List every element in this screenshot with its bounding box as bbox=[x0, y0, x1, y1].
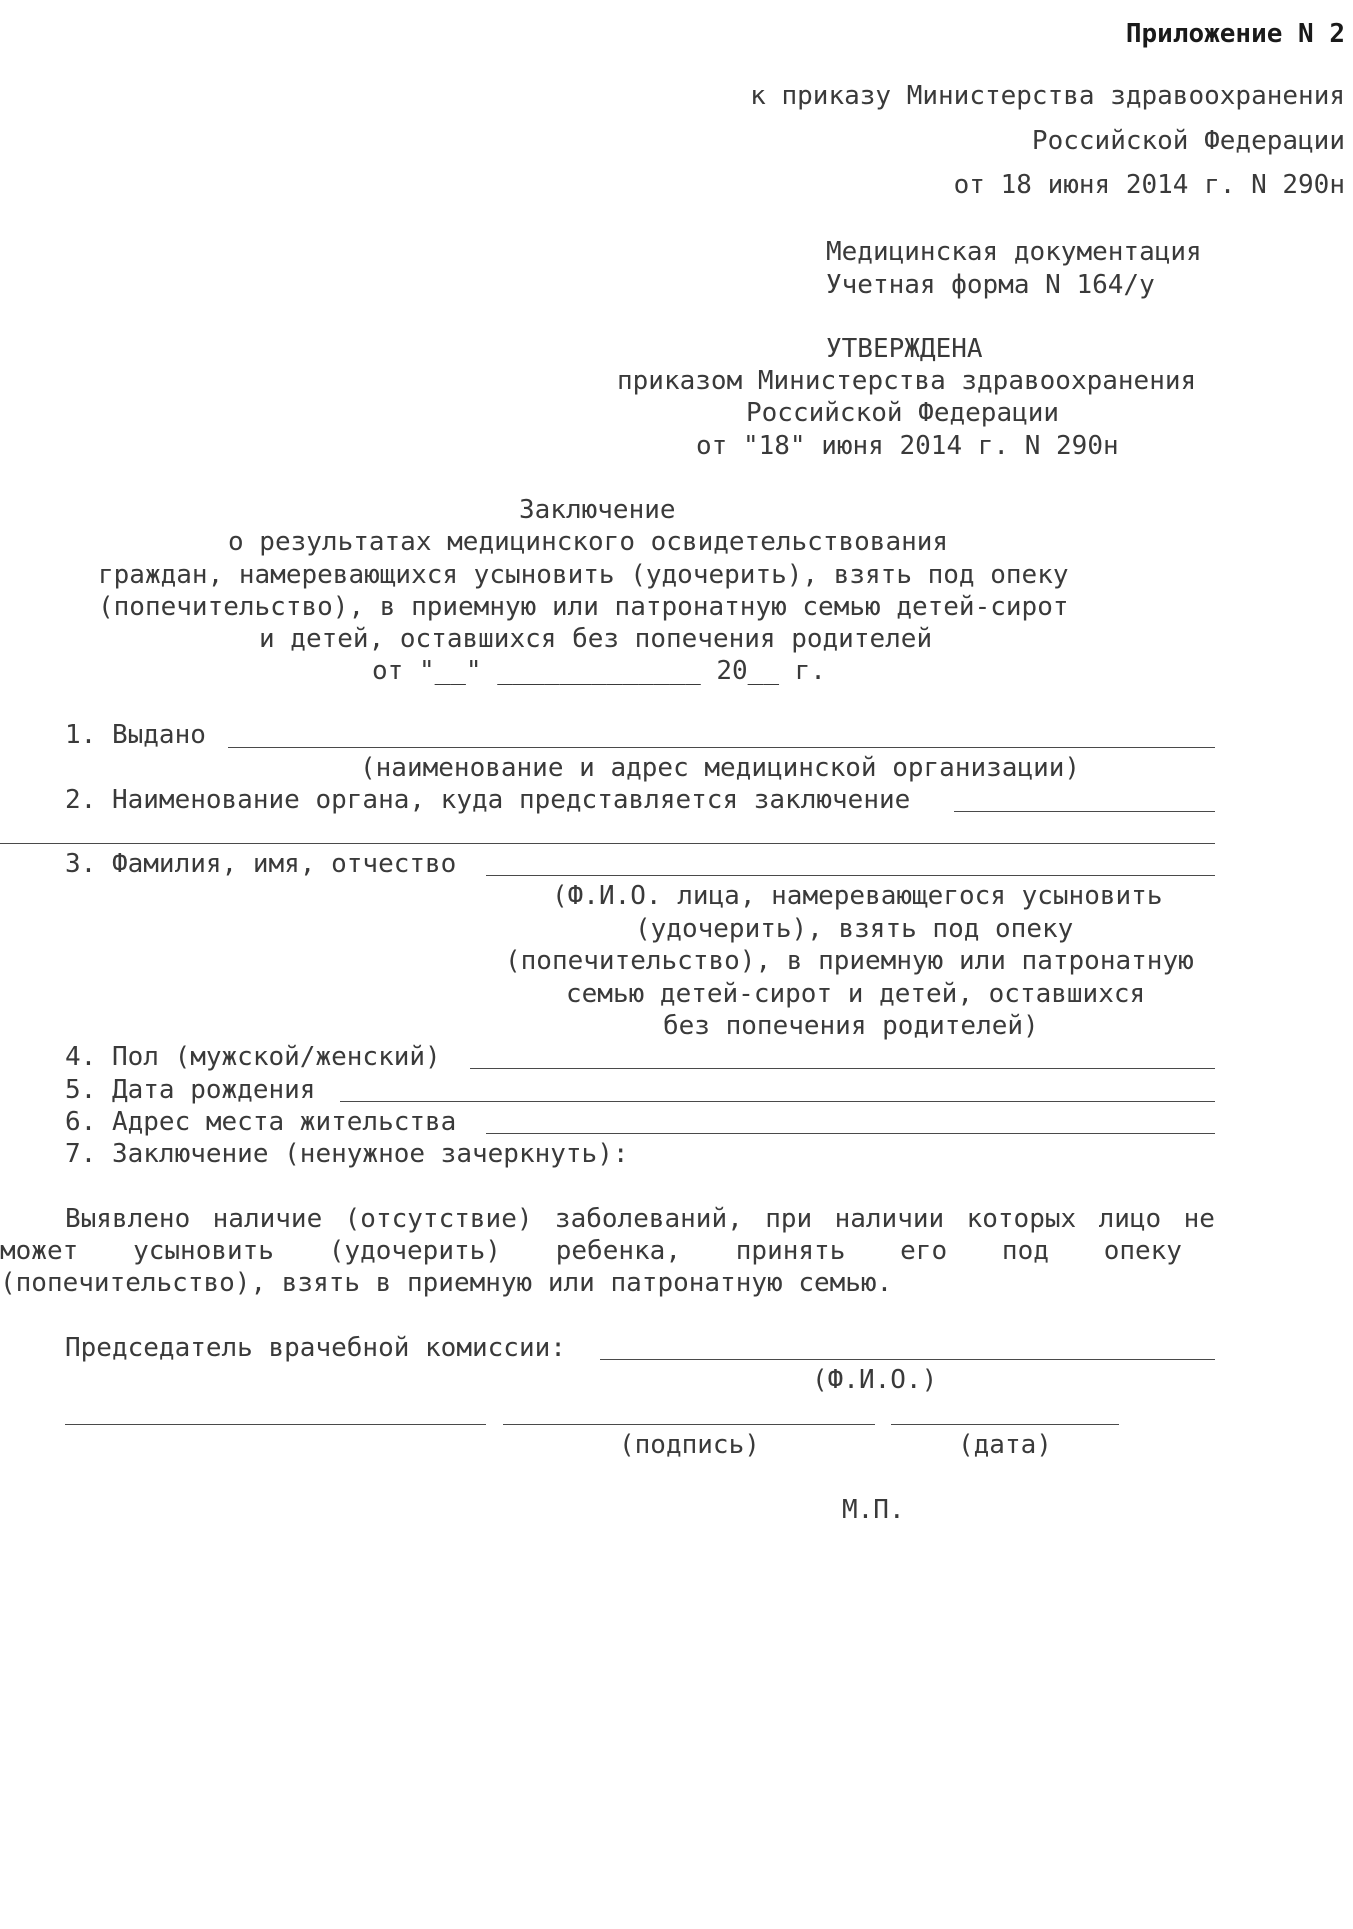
issued-hint: (наименование и адрес медицинской организации) bbox=[360, 753, 1081, 783]
conclusion-word: (отсутствие) bbox=[344, 1204, 533, 1234]
conclusion-line-2 bbox=[0, 1238, 1182, 1264]
approval-date: от "18" июня 2014 г. N 290н bbox=[696, 431, 1119, 461]
form-number: Учетная форма N 164/у bbox=[826, 270, 1155, 300]
chairman-name-line[interactable] bbox=[65, 1424, 486, 1425]
conclusion-word: не bbox=[1183, 1204, 1215, 1234]
signature-line[interactable] bbox=[503, 1424, 875, 1425]
conclusion-line-1 bbox=[65, 1206, 1215, 1232]
fio-hint-4: семью детей-сирот и детей, оставшихся bbox=[566, 979, 1146, 1009]
conclusion-line-3: (попечительство), взять в приемную или патронатную семью. bbox=[0, 1268, 893, 1298]
authority-label: 2. Наименование органа, куда представляется заключение bbox=[65, 785, 911, 815]
title-line-5: и детей, оставшихся без попечения родителей bbox=[259, 624, 933, 654]
conclusion-word: его bbox=[900, 1236, 948, 1266]
fio-label: 3. Фамилия, имя, отчество bbox=[65, 849, 457, 879]
title-date-line: от "__" _____________ 20__ г. bbox=[372, 656, 826, 686]
document-title: Заключение bbox=[519, 495, 676, 525]
chairman-label: Председатель врачебной комиссии: bbox=[65, 1333, 566, 1363]
address-label: 6. Адрес места жительства bbox=[65, 1107, 457, 1137]
conclusion-word: наличии bbox=[834, 1204, 945, 1234]
sex-line[interactable] bbox=[470, 1068, 1215, 1069]
order-reference: к приказу Министерства здравоохранения bbox=[750, 81, 1345, 111]
authority-line-continued[interactable] bbox=[0, 843, 1215, 844]
date-hint: (дата) bbox=[958, 1430, 1052, 1460]
order-date: от 18 июня 2014 г. N 290н bbox=[953, 170, 1345, 200]
conclusion-word: которых bbox=[966, 1204, 1077, 1234]
fio-hint-3: (попечительство), в приемную или патронатную bbox=[505, 946, 1194, 976]
title-line-4: (попечительство), в приемную или патронатную семью детей-сирот bbox=[98, 592, 1069, 622]
fio-hint-2: (удочерить), взять под опеку bbox=[635, 914, 1074, 944]
approved-label: УТВЕРЖДЕНА bbox=[826, 334, 983, 364]
birth-label: 5. Дата рождения bbox=[65, 1075, 316, 1105]
title-line-3: граждан, намеревающихся усыновить (удочерить), взять под опеку bbox=[98, 560, 1069, 590]
conclusion-word: ребенка, bbox=[555, 1236, 681, 1266]
date-line[interactable] bbox=[891, 1424, 1119, 1425]
sex-label: 4. Пол (мужской/женский) bbox=[65, 1042, 441, 1072]
stamp-label: М.П. bbox=[842, 1495, 905, 1525]
conclusion-word: принять bbox=[735, 1236, 846, 1266]
address-line[interactable] bbox=[486, 1133, 1215, 1134]
chairman-fio-line[interactable] bbox=[600, 1359, 1215, 1360]
order-federation: Российской Федерации bbox=[1031, 126, 1345, 156]
signature-hint: (подпись) bbox=[619, 1430, 760, 1460]
conclusion-word: под bbox=[1001, 1236, 1049, 1266]
issued-label: 1. Выдано bbox=[65, 720, 206, 750]
authority-line[interactable] bbox=[954, 811, 1215, 812]
conclusion-word: (удочерить) bbox=[328, 1236, 501, 1266]
conclusion-word: усыновить bbox=[133, 1236, 274, 1266]
conclusion-label: 7. Заключение (ненужное зачеркнуть): bbox=[65, 1139, 629, 1169]
conclusion-word: заболеваний, bbox=[554, 1204, 743, 1234]
conclusion-word: лицо bbox=[1098, 1204, 1162, 1234]
conclusion-word: Выявлено bbox=[65, 1204, 191, 1234]
fio-line[interactable] bbox=[486, 875, 1215, 876]
fio-hint-1: (Ф.И.О. лица, намеревающегося усыновить bbox=[552, 881, 1163, 911]
conclusion-word: может bbox=[0, 1236, 79, 1266]
conclusion-word: при bbox=[765, 1204, 813, 1234]
issued-line[interactable] bbox=[228, 747, 1215, 748]
conclusion-word: наличие bbox=[212, 1204, 323, 1234]
fio-hint-5: без попечения родителей) bbox=[663, 1011, 1039, 1041]
chairman-fio-hint: (Ф.И.О.) bbox=[812, 1365, 938, 1395]
approval-federation: Российской Федерации bbox=[746, 398, 1060, 428]
documentation-label: Медицинская документация bbox=[826, 237, 1202, 267]
approval-order: приказом Министерства здравоохранения bbox=[617, 366, 1197, 396]
birth-line[interactable] bbox=[340, 1101, 1215, 1102]
appendix-heading: Приложение N 2 bbox=[1125, 19, 1345, 49]
conclusion-word: опеку bbox=[1103, 1236, 1182, 1266]
title-line-2: о результатах медицинского освидетельствования bbox=[228, 527, 949, 557]
